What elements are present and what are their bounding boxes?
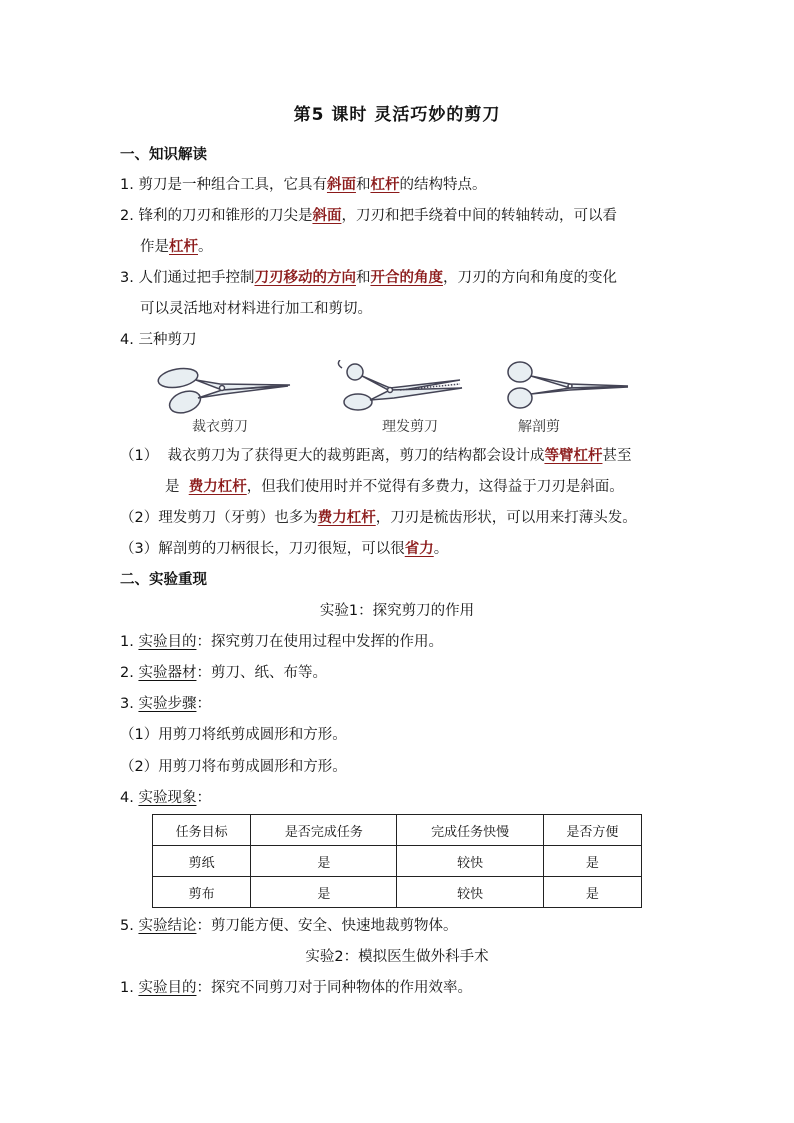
table-cell: 是 — [543, 846, 641, 877]
knowledge-item-2: 2. 锋利的刀刃和锥形的刀尖是斜面，刀刃和把手绕着中间的转轴转动，可以看 — [120, 208, 617, 224]
knowledge-item-2-cont: 作是杠杆。 — [140, 239, 213, 255]
caption-hair-scissors: 理发剪刀 — [382, 419, 438, 435]
answer-text: 费力杠杆 — [317, 510, 376, 526]
caption-tailor-scissors: 裁衣剪刀 — [192, 419, 248, 435]
table-cell: 剪布 — [153, 877, 251, 908]
exp1-item-2: 2. 实验器材：剪刀、纸、布等。 — [120, 665, 327, 681]
dissecting-scissors-icon — [508, 362, 628, 408]
scissors-figure — [150, 360, 650, 440]
table-header: 完成任务快慢 — [397, 815, 543, 846]
exp1-step-1: （1）用剪刀将纸剪成圆形和方形。 — [120, 727, 347, 743]
experiment-2-title: 实验2：模拟医生做外科手术 — [305, 949, 489, 965]
exp2-item-1: 1. 实验目的：探究不同剪刀对于同种物体的作用效率。 — [120, 980, 472, 996]
scissors-note-1: （1） 裁衣剪刀为了获得更大的裁剪距离，剪刀的结构都会设计成等臂杠杆甚至 — [120, 448, 632, 464]
answer-text: 刀刃移动的方向 — [254, 270, 356, 286]
table-header: 是否方便 — [543, 815, 641, 846]
knowledge-item-3: 3. 人们通过把手控制刀刃移动的方向和开合的角度，刀刃的方向和角度的变化 — [120, 270, 617, 286]
table-cell: 是 — [251, 846, 397, 877]
experiment-1-title: 实验1：探究剪刀的作用 — [319, 603, 475, 619]
table-cell: 较快 — [397, 877, 543, 908]
answer-text: 杠杆 — [370, 177, 400, 193]
knowledge-item-4: 4. 三种剪刀 — [120, 332, 197, 348]
tailor-scissors-icon — [157, 366, 290, 417]
knowledge-item-1: 1. 剪刀是一种组合工具，它具有斜面和杠杆的结构特点。 — [120, 177, 487, 193]
scissors-note-3: （3）解剖剪的刀柄很长，刀刃很短，可以很省力。 — [120, 541, 449, 557]
section-heading-knowledge: 一、知识解读 — [120, 147, 207, 163]
table-header: 任务目标 — [153, 815, 251, 846]
exp1-step-2: （2）用剪刀将布剪成圆形和方形。 — [120, 759, 347, 775]
exp1-item-1: 1. 实验目的：探究剪刀在使用过程中发挥的作用。 — [120, 634, 443, 650]
caption-dissecting-scissors: 解剖剪 — [518, 419, 560, 435]
section-heading-experiment: 二、实验重现 — [120, 572, 207, 588]
table-cell: 是 — [251, 877, 397, 908]
table-header: 是否完成任务 — [251, 815, 397, 846]
scissors-note-2: （2）理发剪刀（牙剪）也多为费力杠杆，刀刃是梳齿形状，可以用来打薄头发。 — [120, 510, 637, 526]
answer-text: 费力杠杆 — [188, 479, 247, 495]
answer-text: 杠杆 — [169, 239, 198, 255]
answer-text: 斜面 — [326, 177, 356, 193]
exp1-item-3: 3. 实验步骤： — [120, 696, 211, 712]
table-cell: 是 — [543, 877, 641, 908]
observation-table — [152, 814, 642, 908]
table-row — [153, 877, 642, 908]
table-header-row — [153, 815, 642, 846]
table-row — [153, 846, 642, 877]
knowledge-item-3-cont: 可以灵活地对材料进行加工和剪切。 — [140, 301, 372, 317]
exp1-item-4: 4. 实验现象： — [120, 790, 211, 806]
table-cell: 剪纸 — [153, 846, 251, 877]
answer-text: 斜面 — [312, 208, 342, 224]
page-title: 第5 课时 灵活巧妙的剪刀 — [293, 105, 501, 125]
answer-text: 等臂杠杆 — [544, 448, 603, 464]
hair-scissors-icon — [338, 360, 462, 410]
scissors-note-1-cont: 是 费力杠杆，但我们使用时并不觉得有多费力，这得益于刀刃是斜面。 — [165, 479, 624, 495]
exp1-item-5: 5. 实验结论：剪刀能方便、安全、快速地裁剪物体。 — [120, 918, 458, 934]
table-cell: 较快 — [397, 846, 543, 877]
answer-text: 省力 — [404, 541, 434, 557]
answer-text: 开合的角度 — [370, 270, 443, 286]
